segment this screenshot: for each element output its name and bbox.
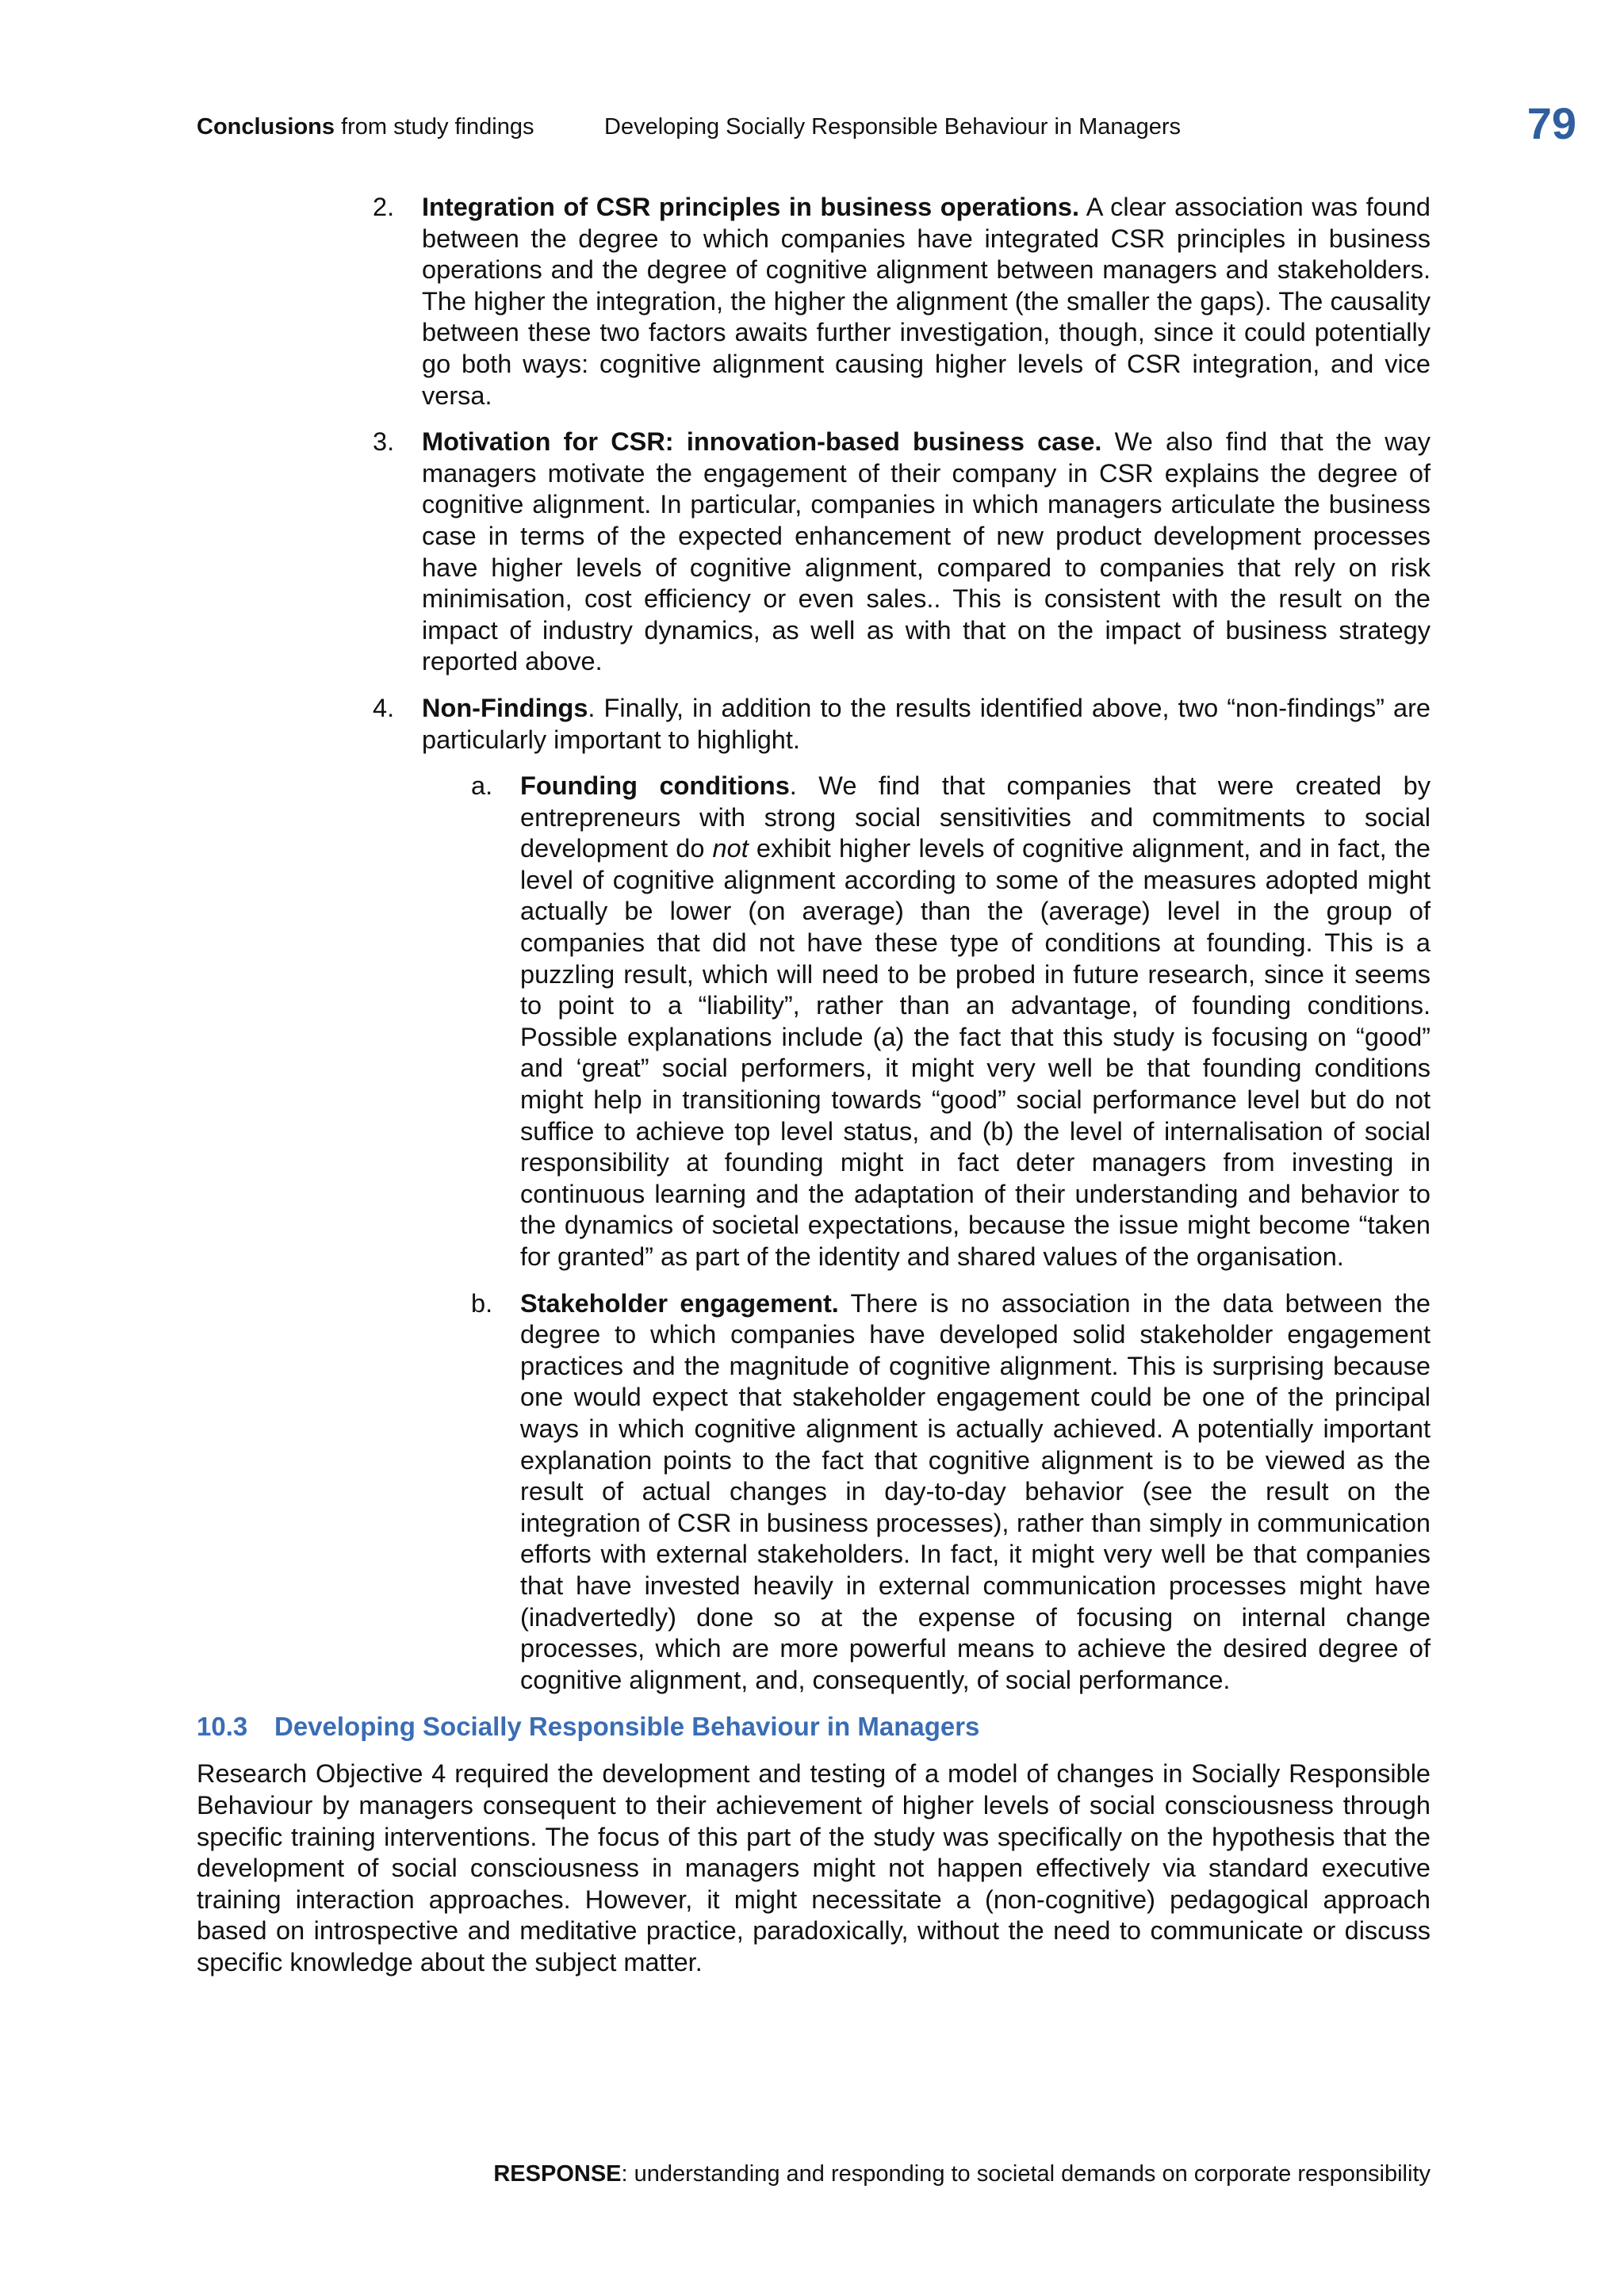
sub-item-emphasis: not: [712, 834, 749, 863]
footer-bold: RESPONSE: [493, 2161, 622, 2187]
list-item-4: [197, 693, 1431, 756]
main-content: [197, 192, 1431, 1978]
list-item-number: 3.: [373, 427, 395, 457]
sub-item-text-continued: exhibit higher levels of cognitive alignment, and in fact, the level of cognitive alignment according to some of the measures adopted might actually be lower (on average) than the (average) level in the group of companies that did not have these type of conditions at founding. This is a puzzling result, which will need to be probed in future research, since it seems to point to a “liability”, rather than an advantage, of founding conditions. Possible explanations include (a) the fact that this study is focusing on “good” and ‘great” social performers, it might very well be that founding conditions might help in transitioning towards “good” social performance level but do not suffice to achieve top level status, and (b) the level of internalisation of social responsibility at founding might in fact deter managers from investing in continuous learning and the adaptation of their understanding and behavior to the dynamics of societal expectations, because the issue might become “taken for granted” as part of the identity and shared values of the organisation.: [520, 834, 1431, 1271]
sub-item-text: . We find that companies that were created by entrepreneurs with strong social sensitivities and commitments to social development do: [520, 771, 1431, 863]
section-title: Developing Socially Responsible Behaviour in Managers: [274, 1712, 980, 1742]
page-footer: [427, 2158, 1431, 2190]
sub-item-title: Stakeholder engagement.: [520, 1288, 839, 1318]
section-heading: [197, 1711, 1431, 1743]
sub-item-title: Founding conditions: [520, 771, 790, 801]
chapter-label: [197, 109, 534, 144]
sub-item-text: There is no association in the data between the degree to which companies have developed solid stakeholder engagement practices and the magnitude of cognitive alignment. This is surprising because one would expect that stakeholder engagement could be one of the principal ways in which cognitive alignment is actually achieved. A potentially important explanation points to the fact that cognitive alignment is to be viewed as the result of actual changes in day-to-day behavior (see the result on the integration of CSR in business processes), rather than simply in communication efforts with external stakeholders. In fact, it might very well be that companies that have invested heavily in external communication processes might have (inadvertedly) done so at the expense of focusing on internal change processes, which are more powerful means to achieve the desired degree of cognitive alignment, and, consequently, of social performance.: [520, 1288, 1431, 1694]
list-item-number: 2.: [373, 193, 395, 221]
page-number: 79: [1526, 98, 1576, 148]
page-header: [197, 98, 1576, 148]
chapter-label-rest: from study findings: [335, 114, 534, 140]
chapter-label-bold: Conclusions: [197, 114, 335, 140]
list-item-text: We also find that the way managers motivate the engagement of their company in CSR explains the degree of cognitive alignment. In particular, companies in which managers articulate the business case in terms of the expected enhancement of new product development processes have higher levels of cognitive alignment, compared to companies that rely on risk minimisation, cost efficiency or even sales.. This is consistent with the result on the impact of industry dynamics, as well as with that on the impact of business strategy reported above.: [422, 427, 1431, 676]
list-item-3: [197, 427, 1431, 678]
section-number: 10.3: [197, 1712, 248, 1742]
sub-item-b: [197, 1288, 1431, 1697]
sub-item-letter: b.: [471, 1288, 493, 1318]
list-item-2: [197, 192, 1431, 411]
list-item-text: A clear association was found between the degree to which companies have integrated CSR principles in business operations and the degree of cognitive alignment between managers and stakeholders. The higher the integration, the higher the alignment (the smaller the gaps). The causality between these two factors awaits further investigation, though, since it could potentially go both ways: cognitive alignment causing higher levels of CSR integration, and vice versa.: [422, 193, 1431, 410]
body-paragraph: Research Objective 4 required the development and testing of a model of changes in Socially Responsible Behaviour by managers consequent to their achievement of higher levels of social consciousness through specific training interventions. The focus of this part of the study was specifically on the hypothesis that the development of social consciousness in managers might not happen effectively via standard executive training interaction approaches. However, it might necessitate a (non-cognitive) pedagogical approach based on introspective and meditative practice, paradoxically, without the need to communicate or discuss specific knowledge about the subject matter.: [197, 1759, 1431, 1976]
list-item-title: Non-Findings: [422, 693, 588, 722]
footer-text: : understanding and responding to societal demands on corporate responsibility: [621, 2161, 1431, 2187]
sub-item-letter: a.: [471, 771, 493, 801]
list-item-number: 4.: [373, 693, 395, 722]
sub-item-a: [197, 771, 1431, 1273]
list-item-title: Integration of CSR principles in business operations.: [422, 193, 1079, 221]
running-title: Developing Socially Responsible Behaviour in Managers: [604, 114, 1182, 140]
list-item-title: Motivation for CSR: innovation-based business case.: [422, 427, 1102, 457]
list-item-text: . Finally, in addition to the results identified above, two “non-findings” are particularly important to highlight.: [422, 693, 1431, 754]
